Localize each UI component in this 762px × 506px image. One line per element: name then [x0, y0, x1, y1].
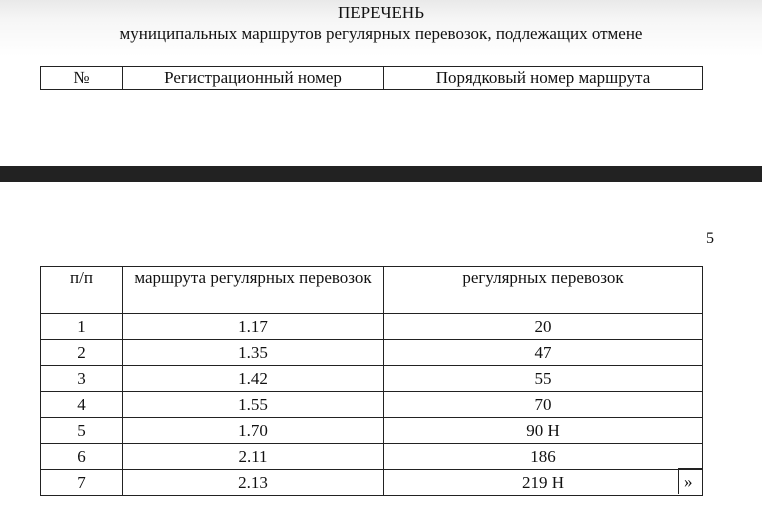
row-index: 2 [41, 340, 123, 366]
row-registration-number: 1.35 [123, 340, 384, 366]
row-registration-number: 1.55 [123, 392, 384, 418]
row-index: 5 [41, 418, 123, 444]
table-row [41, 444, 703, 470]
row-registration-number: 2.11 [123, 444, 384, 470]
continued-header-registration-number: маршрута регулярных перевозок [123, 267, 384, 314]
table-row [41, 418, 703, 444]
row-index: 4 [41, 392, 123, 418]
last-row-extension-line [678, 468, 679, 494]
document-title: ПЕРЕЧЕНЬ [338, 3, 424, 22]
table-row [41, 470, 703, 496]
row-registration-number: 1.42 [123, 366, 384, 392]
row-registration-number: 1.70 [123, 418, 384, 444]
document-subtitle: муниципальных маршрутов регулярных перевозок, подлежащих отмене [119, 24, 643, 43]
routes-table [40, 266, 703, 496]
row-route-number: 186 [384, 444, 703, 470]
table-header-row [41, 67, 703, 90]
table-row [41, 366, 703, 392]
table-row [41, 340, 703, 366]
row-registration-number: 1.17 [123, 314, 384, 340]
column-header-route-number: Порядковый номер маршрута [384, 67, 703, 90]
row-route-number: 47 [384, 340, 703, 366]
table-row [41, 314, 703, 340]
continued-header-route-number: регулярных перевозок [384, 267, 703, 314]
row-route-number: 219 Н [384, 470, 703, 496]
row-index: 3 [41, 366, 123, 392]
row-route-number: 55 [384, 366, 703, 392]
row-registration-number: 2.13 [123, 470, 384, 496]
continued-header-number: п/п [41, 267, 123, 314]
table-continued-header-row [41, 267, 703, 314]
row-route-number: 20 [384, 314, 703, 340]
row-index: 1 [41, 314, 123, 340]
table-row [41, 392, 703, 418]
row-index: 6 [41, 444, 123, 470]
page-break-bar [0, 166, 762, 182]
row-route-number: 90 Н [384, 418, 703, 444]
page-number: 5 [706, 230, 714, 247]
header-table [40, 66, 703, 90]
closing-quote: » [684, 472, 693, 491]
row-index: 7 [41, 470, 123, 496]
column-header-registration-number: Регистрационный номер [123, 67, 384, 90]
column-header-number: № [41, 67, 123, 90]
row-route-number: 70 [384, 392, 703, 418]
last-row-extension-top [678, 468, 702, 469]
